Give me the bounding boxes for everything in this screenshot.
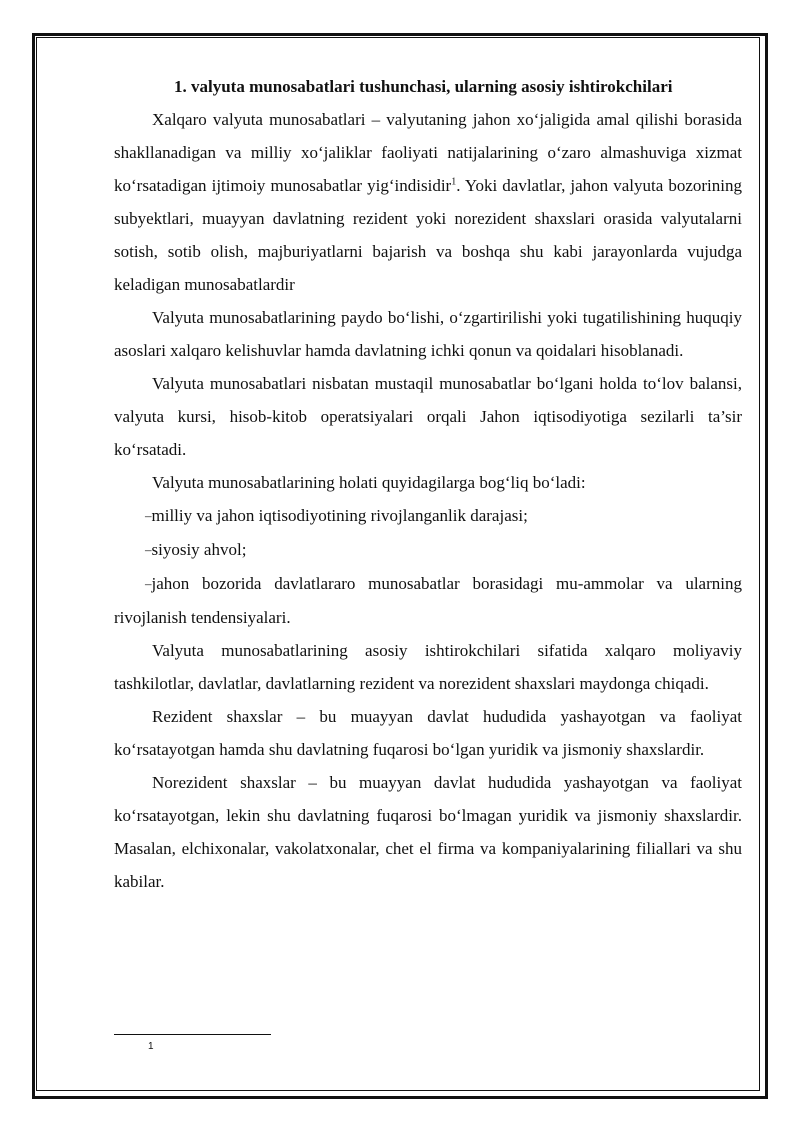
list-dash: – [145, 508, 152, 523]
paragraph-dependency: Valyuta munosabatlarining holati quyidagilarga bog‘liq bo‘ladi: [152, 473, 586, 492]
list-dash: – [145, 542, 152, 557]
paragraph-participants: Valyuta munosabatlarining asosiy ishtirokchilari sifatida xalqaro moliyaviy tashkilotlar, davlatlar, davlatlarning rezident va norezident shaxslari maydonga chiqadi. [114, 641, 742, 693]
paragraph-influence: Valyuta munosabatlari nisbatan mustaqil munosabatlar bo‘lgani holda to‘lov balansi, valyuta kursi, hisob-kitob operatsiyalari orqali Jahon iqtisodiyotiga sezilarli ta’sir ko‘rsatadi. [114, 374, 742, 459]
paragraph-definition [114, 103, 742, 301]
list-item [114, 567, 742, 634]
footnote-separator [114, 1034, 271, 1035]
paragraph-nonresidents: Norezident shaxslar – bu muayyan davlat hududida yashayotgan va faoliyat ko‘rsatayotgan, lekin shu davlatning fuqarosi bo‘lmagan yuridik va jismoniy shaxslardir. Masalan, elchixonalar, vakolatxonalar, chet el firma va kompaniyalarining filiallari va shu kabilar. [114, 773, 742, 891]
footnote-reference[interactable]: 1 [451, 176, 457, 188]
list-item [114, 533, 742, 567]
list-item [114, 499, 742, 533]
paragraph-definition-continuation: . Yoki davlatlar, jahon valyuta bozorining subyektlari, muayyan davlatning rezident yoki norezident shaxslari orasida valyutalarni sotish, sotib olish, majburiyatlarni bajarish va boshqa shu kabi jarayonlarda vujudga keladigan munosabatlardir [114, 176, 742, 294]
list-item-text: jahon bozorida davlatlararo munosabatlar borasidagi mu-ammolar va ularning rivojlanish tendensiyalari. [114, 574, 742, 627]
list-dash: – [145, 576, 152, 591]
list-item-text: siyosiy ahvol; [151, 540, 247, 559]
paragraph-definition-text: Xalqaro valyuta munosabatlari – valyutaning jahon xo‘jaligida amal qilishi borasida shakllanadigan va milliy xo‘jaliklar faoliyati natijalarining o‘zaro almashuviga xizmat ko‘rsatadigan ijtimoiy munosabatlar yig‘indisidir [114, 110, 742, 195]
paragraph-residents: Rezident shaxslar – bu muayyan davlat hududida yashayotgan va faoliyat ko‘rsatayotgan hamda shu davlatning fuqarosi bo‘lgan yuridik va jismoniy shaxslardir. [114, 707, 742, 759]
paragraph-legal-basis: Valyuta munosabatlarining paydo bo‘lishi, o‘zgartirilishi yoki tugatilishining huquqiy asoslari xalqaro kelishuvlar hamda davlatning ichki qonun va qoidalari hisoblanadi. [114, 308, 742, 360]
list-item-text: milliy va jahon iqtisodiyotining rivojlanganlik darajasi; [151, 506, 528, 525]
section-title: 1. valyuta munosabatlari tushunchasi, ularning asosiy ishtirokchilari [174, 77, 673, 96]
footnote-number: 1 [148, 1041, 154, 1052]
document-body [114, 70, 742, 898]
